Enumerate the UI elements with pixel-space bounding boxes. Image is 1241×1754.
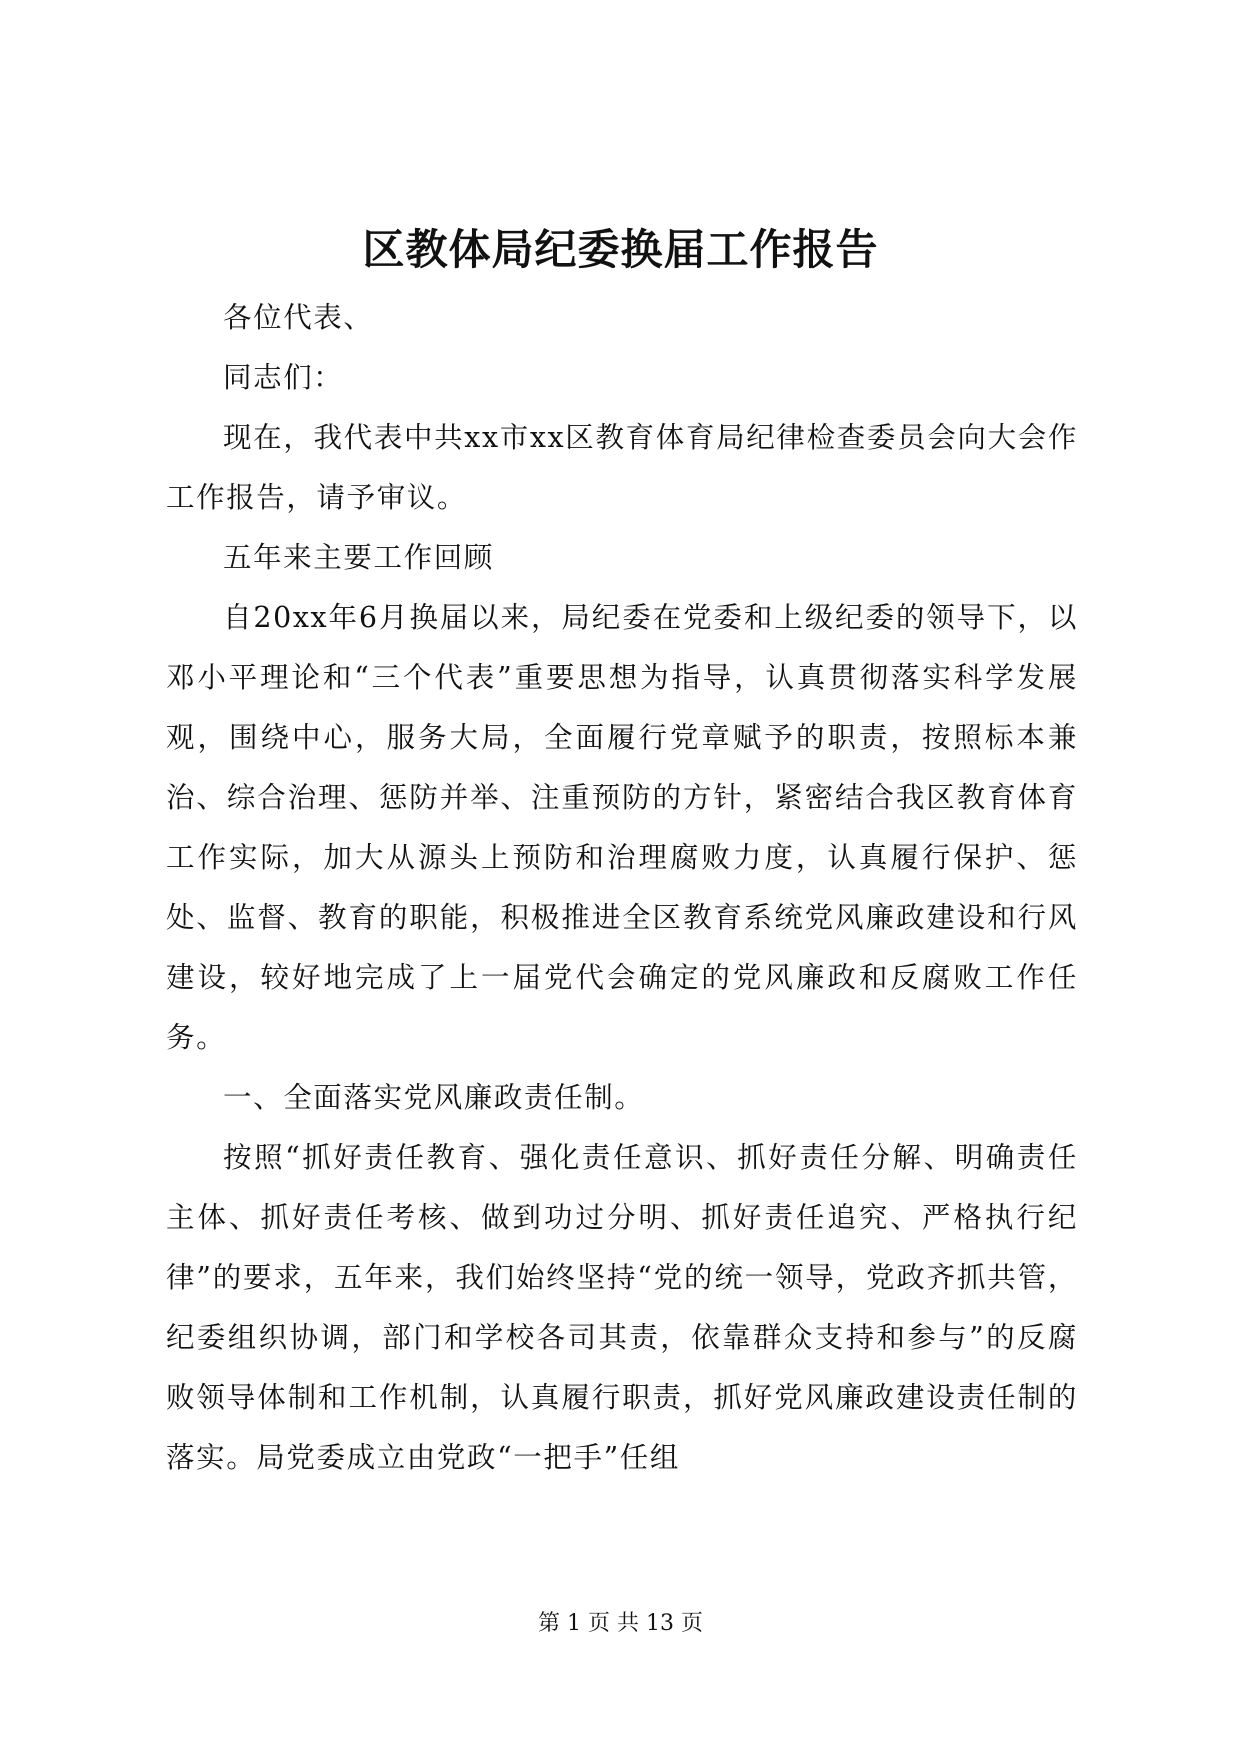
document-body — [166, 288, 1078, 1488]
body-paragraph: 按照“抓好责任教育、强化责任意识、抓好责任分解、明确责任主体、抓好责任考核、做到功过分明、抓好责任追究、严格执行纪律”的要求，五年来，我们始终坚持“党的统一领导，党政齐抓共管，纪委组织协调，部门和学校各司其责，依靠群众支持和参与”的反腐败领导体制和工作机制，认真履行职责，抓好党风廉政建设责任制的落实。局党委成立由党政“一把手”任组 — [166, 1141, 1078, 1474]
page-number-footer: 第 1 页 共 13 页 — [538, 1611, 703, 1636]
body-paragraph: 现在，我代表中共xx市xx区教育体育局纪律检查委员会向大会作工作报告，请予审议。 — [166, 421, 1078, 514]
salutation-paragraph: 各位代表、 — [223, 301, 374, 334]
body-paragraph: 自20xx年6月换届以来，局纪委在党委和上级纪委的领导下，以邓小平理论和“三个代表”重要思想为指导，认真贯彻落实科学发展观，围绕中心，服务大局，全面履行党章赋予的职责，按照标本兼治、综合治理、惩防并举、注重预防的方针，紧密结合我区教育体育工作实际，加大从源头上预防和治理腐败力度，认真履行保护、惩处、监督、教育的职能，积极推进全区教育系统党风廉政建设和行风建设，较好地完成了上一届党代会确定的党风廉政和反腐败工作任务。 — [166, 601, 1078, 1054]
section-heading: 五年来主要工作回顾 — [223, 541, 494, 574]
salutation-paragraph: 同志们： — [223, 361, 344, 394]
section-heading: 一、全面落实党风廉政责任制。 — [223, 1081, 645, 1114]
document-title: 区教体局纪委换届工作报告 — [362, 225, 879, 274]
